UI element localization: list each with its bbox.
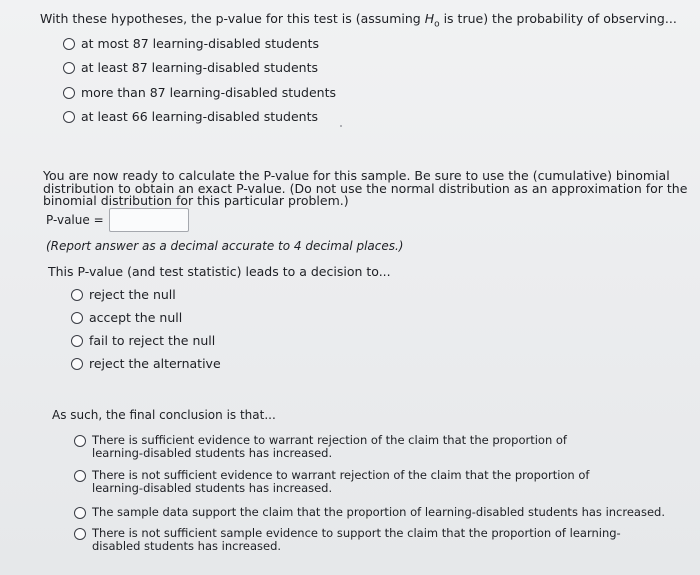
q4-option-label: There is not sufficient sample evidence to support the claim that the proportion of learning-disabled students has increased. [92, 526, 621, 553]
q4-stem: As such, the final conclusion is that... [52, 408, 276, 422]
radio-button[interactable] [63, 62, 75, 74]
q3-stem: This P-value (and test statistic) leads to a decision to... [48, 264, 391, 279]
q3-option-2[interactable] [71, 334, 215, 347]
q1-option-3[interactable] [63, 110, 318, 123]
radio-button[interactable] [71, 358, 83, 370]
radio-button[interactable] [71, 335, 83, 347]
q2-instructions [43, 170, 687, 208]
q2-line-1: distribution to obtain an exact P-value. (Do not use the normal distribution as an approximation for the [43, 180, 688, 196]
q1-option-1[interactable] [63, 61, 318, 74]
q1-option-label: more than 87 learning-disabled students [81, 85, 336, 100]
q4-option-0[interactable] [74, 434, 614, 460]
q2-line-2: binomial distribution for this particular problem.) [43, 193, 349, 208]
radio-button[interactable] [63, 38, 75, 50]
q3-option-1[interactable] [71, 311, 182, 324]
pvalue-instruction: (Report answer as a decimal accurate to 4 decimal places.) [46, 239, 404, 253]
q3-option-3[interactable] [71, 357, 221, 370]
q1-stem-prefix: With these hypotheses, the p-value for this test is (assuming [40, 11, 425, 26]
q3-option-label: accept the null [89, 310, 183, 325]
pvalue-row [46, 208, 189, 232]
q4-option-label: There is not sufficient evidence to warrant rejection of the claim that the proportion of learning-disabled students has increased. [92, 468, 590, 495]
radio-button[interactable] [63, 111, 75, 123]
radio-button[interactable] [74, 507, 86, 519]
q1-option-label: at most 87 learning-disabled students [81, 36, 320, 51]
pvalue-label: P-value = [46, 213, 104, 227]
q1-stem-suffix: is true) the probability of observing... [439, 11, 677, 26]
stray-dot [340, 125, 342, 127]
radio-button[interactable] [71, 312, 83, 324]
radio-button[interactable] [74, 528, 86, 540]
q1-option-label: at least 87 learning-disabled students [81, 60, 319, 75]
q3-option-label: reject the alternative [89, 356, 221, 371]
radio-button[interactable] [71, 289, 83, 301]
radio-button[interactable] [63, 87, 75, 99]
q4-option-3[interactable] [74, 527, 634, 553]
q1-stem [40, 11, 677, 33]
q1-option-label: at least 66 learning-disabled students [81, 109, 319, 124]
q1-option-2[interactable] [63, 86, 336, 99]
q3-option-label: fail to reject the null [89, 333, 216, 348]
radio-button[interactable] [74, 470, 86, 482]
q4-option-label: The sample data support the claim that the proportion of learning-disabled students has increased. [92, 505, 666, 519]
q3-option-label: reject the null [89, 287, 176, 302]
q1-stem-sub: o [434, 19, 440, 30]
pvalue-input[interactable] [109, 208, 189, 232]
q2-line-0: You are now ready to calculate the P-value for this sample. Be sure to use the (cumulative) binomial [43, 168, 670, 183]
q1-stem-h: H [424, 11, 435, 26]
q4-option-label: There is sufficient evidence to warrant rejection of the claim that the proportion of learning-disabled students has increased. [92, 433, 567, 460]
q3-option-0[interactable] [71, 288, 176, 301]
radio-button[interactable] [74, 435, 86, 447]
q4-option-1[interactable] [74, 469, 622, 495]
q1-option-0[interactable] [63, 37, 319, 50]
q4-option-2[interactable] [74, 505, 666, 519]
